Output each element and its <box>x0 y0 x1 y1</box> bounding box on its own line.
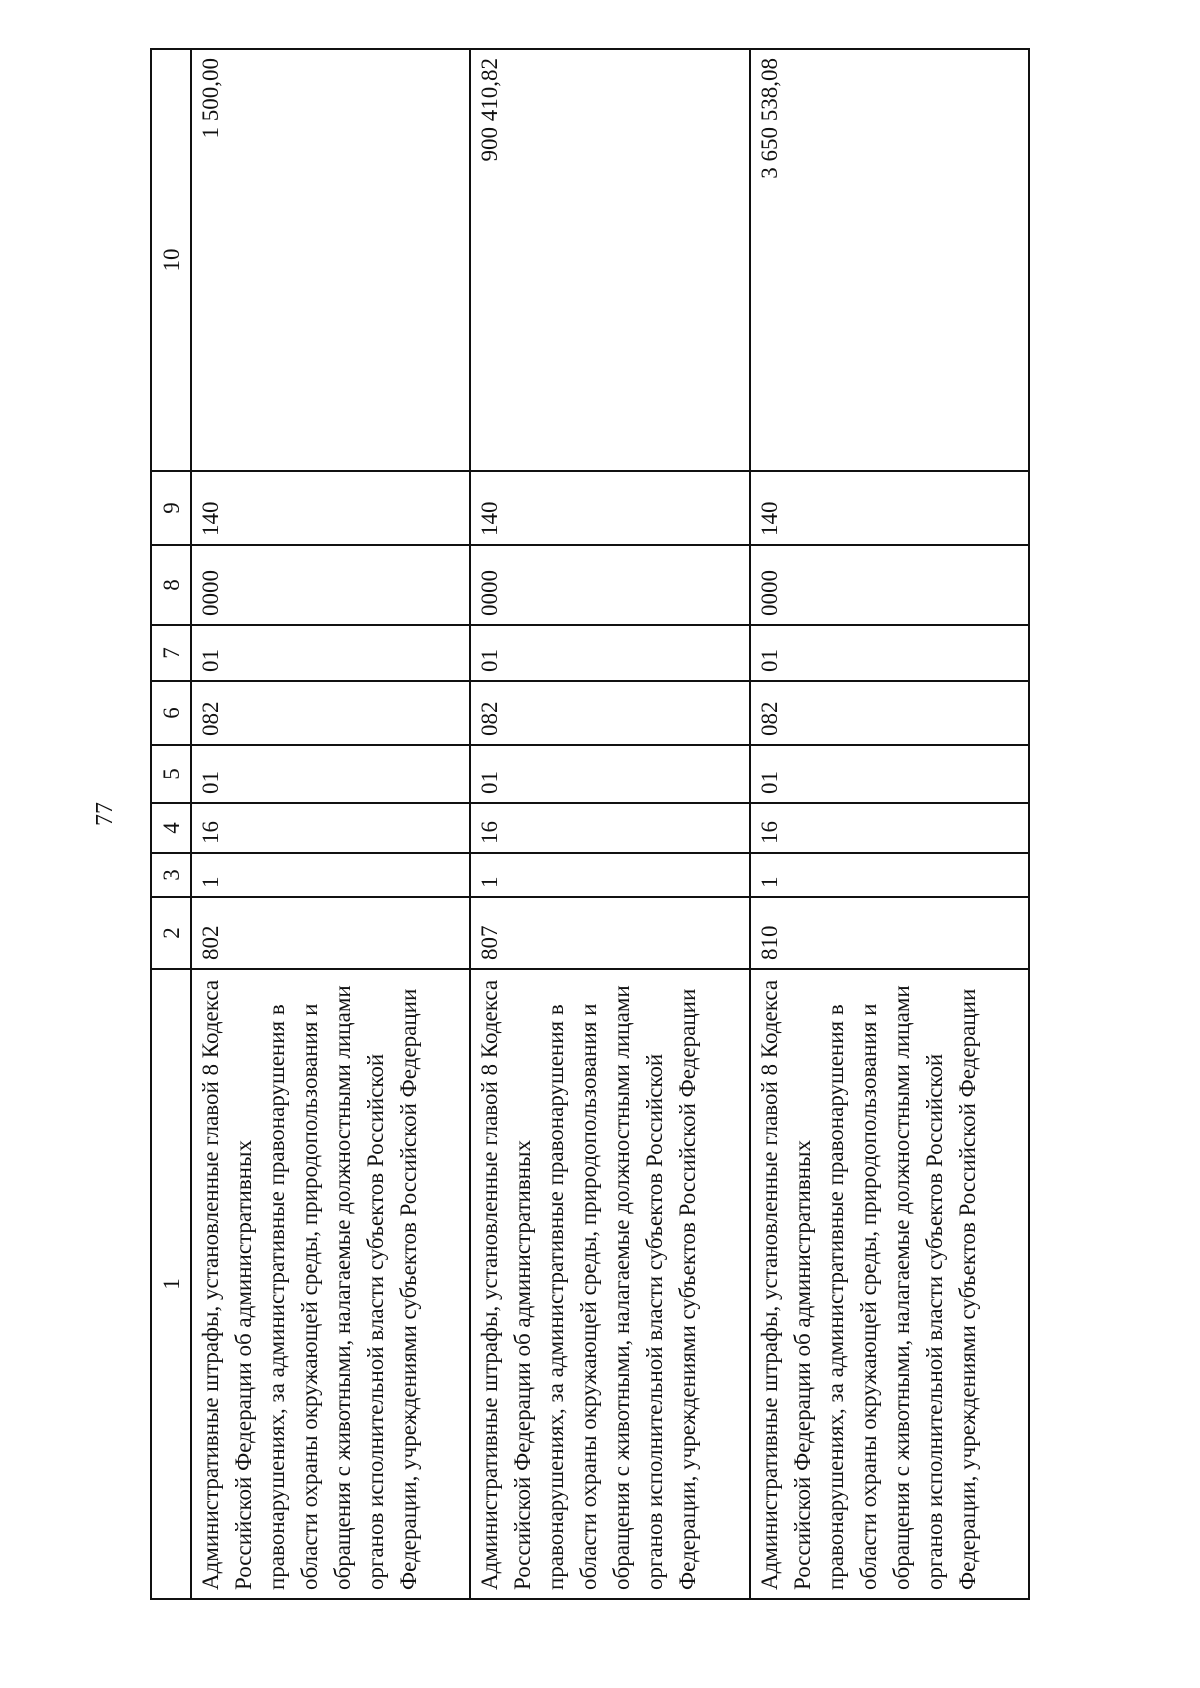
admin-code-cell: 802 <box>191 897 470 969</box>
revenue-name-cell: Административные штрафы, установленные главой 8 Кодекса Российской Федерации об административных правонарушениях, за административные правонарушения в области охраны окружающей среды, природопользования и обращения с животными, налагаемые должностными лицами органов исполнительной власти субъектов Российской Федерации, учреждениями субъектов Российской Федерации <box>470 969 749 1599</box>
header-cell-10: 10 <box>151 49 191 471</box>
element-code-cell: 01 <box>470 625 749 681</box>
group-code-cell: 1 <box>191 853 470 897</box>
subarticle-code-cell: 082 <box>470 681 749 745</box>
header-cell-5: 5 <box>151 745 191 803</box>
header-row <box>151 49 191 1599</box>
article-code-cell: 01 <box>750 745 1029 803</box>
group-code-cell: 1 <box>470 853 749 897</box>
program-code-cell: 0000 <box>470 545 749 625</box>
header-cell-3: 3 <box>151 853 191 897</box>
header-cell-6: 6 <box>151 681 191 745</box>
element-code-cell: 01 <box>750 625 1029 681</box>
amount-cell: 3 650 538,08 <box>750 49 1029 471</box>
subgroup-code-cell: 16 <box>191 803 470 853</box>
program-code-cell: 0000 <box>750 545 1029 625</box>
budget-revenue-table <box>150 48 1030 1600</box>
economic-code-cell: 140 <box>750 471 1029 545</box>
article-code-cell: 01 <box>191 745 470 803</box>
subarticle-code-cell: 082 <box>750 681 1029 745</box>
element-code-cell: 01 <box>191 625 470 681</box>
amount-cell: 900 410,82 <box>470 49 749 471</box>
subarticle-code-cell: 082 <box>191 681 470 745</box>
page-number: 77 <box>92 802 118 826</box>
header-cell-7: 7 <box>151 625 191 681</box>
revenue-name-cell: Административные штрафы, установленные главой 8 Кодекса Российской Федерации об административных правонарушениях, за административные правонарушения в области охраны окружающей среды, природопользования и обращения с животными, налагаемые должностными лицами органов исполнительной власти субъектов Российской Федерации, учреждениями субъектов Российской Федерации <box>191 969 470 1599</box>
table-row <box>750 49 1029 1599</box>
admin-code-cell: 807 <box>470 897 749 969</box>
subgroup-code-cell: 16 <box>750 803 1029 853</box>
subgroup-code-cell: 16 <box>470 803 749 853</box>
table-row <box>470 49 749 1599</box>
header-cell-2: 2 <box>151 897 191 969</box>
amount-cell: 1 500,00 <box>191 49 470 471</box>
header-cell-9: 9 <box>151 471 191 545</box>
revenue-name-cell: Административные штрафы, установленные главой 8 Кодекса Российской Федерации об административных правонарушениях, за административные правонарушения в области охраны окружающей среды, природопользования и обращения с животными, налагаемые должностными лицами органов исполнительной власти субъектов Российской Федерации, учреждениями субъектов Российской Федерации <box>750 969 1029 1599</box>
admin-code-cell: 810 <box>750 897 1029 969</box>
header-cell-8: 8 <box>151 545 191 625</box>
economic-code-cell: 140 <box>470 471 749 545</box>
article-code-cell: 01 <box>470 745 749 803</box>
rotated-table-container <box>150 50 1030 1600</box>
group-code-cell: 1 <box>750 853 1029 897</box>
program-code-cell: 0000 <box>191 545 470 625</box>
header-cell-1: 1 <box>151 969 191 1599</box>
table-row <box>191 49 470 1599</box>
economic-code-cell: 140 <box>191 471 470 545</box>
header-cell-4: 4 <box>151 803 191 853</box>
